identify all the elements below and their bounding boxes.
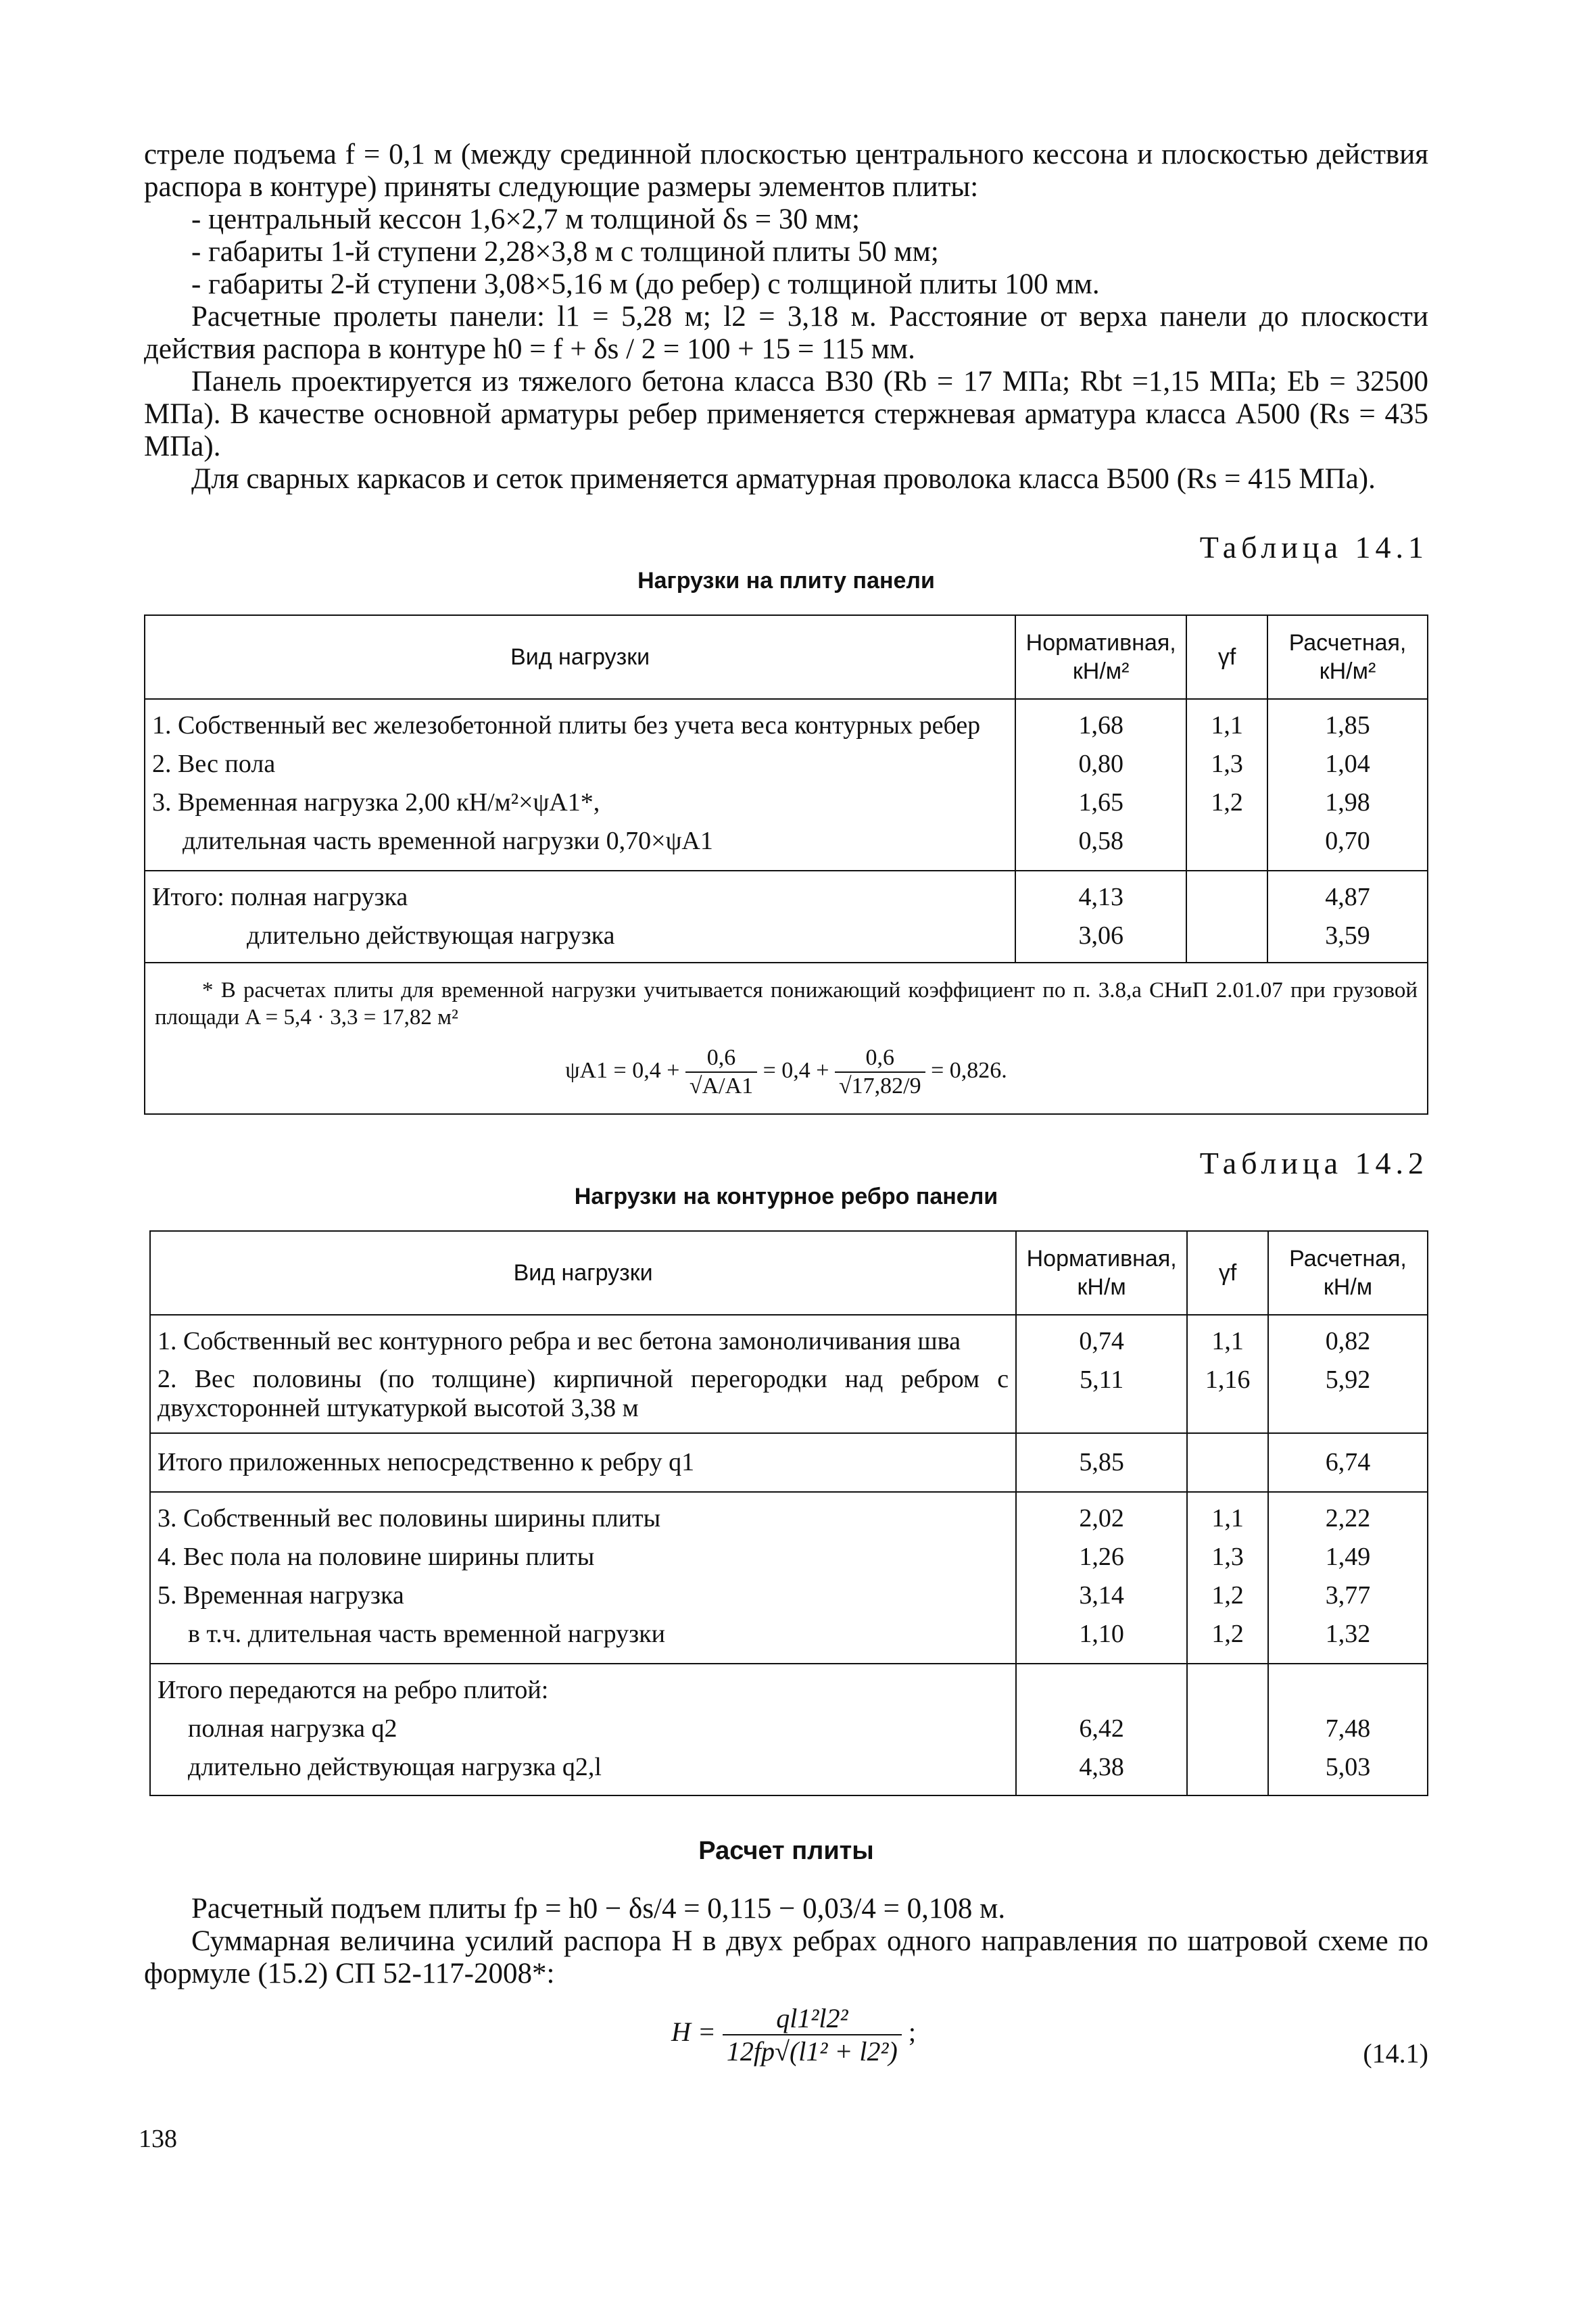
table2-row4-normative: 1,26: [1079, 1543, 1124, 1571]
table2-row6-gamma: 1,2: [1211, 1620, 1244, 1648]
table2-total-long-label: длительно действующая нагрузка q2,l: [188, 1753, 602, 1781]
table2-total-full-normative: 6,42: [1079, 1714, 1124, 1743]
table2-total-long-normative: 4,38: [1079, 1753, 1124, 1781]
table2-row4-gamma: 1,3: [1211, 1543, 1244, 1571]
intro-paragraph-3: Панель проектируется из тяжелого бетона класса В30 (Rb = 17 МПа; Rbt =1,15 МПа; Eb = 32500 МПа). В качестве основной арматуры ребер применяется стержневая арматура класса А500 (Rs = 435 МПа).: [144, 366, 1428, 462]
intro-paragraph-2: Расчетные пролеты панели: l1 = 5,28 м; l2 = 3,18 м. Расстояние от верха панели до плоскости действия распора в контуре h0 = f + δs / 2 = 100 + 15 = 115 мм.: [144, 301, 1428, 365]
table1-row2-gamma: 1,3: [1211, 750, 1243, 778]
equation-lhs: H =: [671, 2017, 716, 2048]
table1-total-group: [145, 871, 1428, 963]
equation-number: (14.1): [1363, 2038, 1428, 2069]
table2-header-row: [150, 1231, 1428, 1315]
table1-header-normative: Нормативная, кН/м²: [1015, 615, 1186, 699]
calc-section-title: Расчет плиты: [698, 1837, 874, 1865]
table1: [144, 614, 1428, 1115]
table2-row5-gamma: 1,2: [1211, 1581, 1244, 1610]
table2-total-long-design: 5,03: [1325, 1753, 1371, 1781]
table1-row1-label: 1. Собственный вес железобетонной плиты без учета веса контурных ребер: [152, 711, 981, 740]
table2-row-group-a: [150, 1315, 1428, 1433]
equation-tail: ;: [908, 2017, 916, 2048]
table2-row4-design: 1,49: [1325, 1543, 1371, 1571]
table1-total-full-normative: 4,13: [1078, 883, 1123, 911]
table1-row1-normative: 1,68: [1078, 711, 1123, 740]
table2-total-heading: Итого передаются на ребро плитой:: [158, 1676, 549, 1704]
table2-row6-label: в т.ч. длительная часть временной нагрузки: [188, 1620, 665, 1648]
table2: [149, 1230, 1428, 1796]
table1-formula: [155, 1044, 1418, 1100]
table2-row3-normative: 2,02: [1079, 1504, 1124, 1533]
calc-paragraph-1: Расчетный подъем плиты fp = h0 − δs/4 = 0,115 − 0,03/4 = 0,108 м.: [191, 1893, 1006, 1925]
table2-row3-design: 2,22: [1325, 1504, 1371, 1533]
table2-row5-label: 5. Временная нагрузка: [158, 1581, 404, 1610]
table2-header-design: Расчетная, кН/м: [1268, 1231, 1428, 1315]
table2-row2-normative: 5,11: [1080, 1366, 1124, 1394]
table1-note-row: [145, 963, 1428, 1114]
intro-dash-1: - центральный кессон 1,6×2,7 м толщиной δs = 30 мм;: [191, 203, 860, 235]
table2-subtotal-normative: 5,85: [1016, 1433, 1187, 1492]
table2-row2-gamma: 1,16: [1205, 1366, 1251, 1394]
table2-row3-label: 3. Собственный вес половины ширины плиты: [158, 1504, 661, 1533]
equation-fraction: [723, 2002, 902, 2067]
table2-header-normative: Нормативная, кН/м: [1016, 1231, 1187, 1315]
table1-row2-normative: 0,80: [1078, 750, 1123, 778]
equation-numerator: ql1²l2²: [723, 2002, 902, 2035]
table2-total-full-design: 7,48: [1325, 1714, 1371, 1743]
formula-fraction-2: [835, 1044, 925, 1100]
table1-row2-design: 1,04: [1325, 750, 1370, 778]
table1-total-long-label: длительно действующая нагрузка: [247, 921, 615, 950]
table1-row3-design: 1,98: [1325, 788, 1370, 817]
table2-row2-label: 2. Вес половины (по толщине) кирпичной перегородки над ребром с двухсторонней штукатуркой высотой 3,38 м: [158, 1365, 1009, 1422]
table1-row4-label: длительная часть временной нагрузки 0,70×ψA1: [183, 827, 713, 855]
table1-header-gamma: γf: [1186, 615, 1267, 699]
table1-total-long-normative: 3,06: [1078, 921, 1123, 950]
table2-subtotal-label: Итого приложенных непосредственно к ребру q1: [150, 1433, 1016, 1492]
table1-note: * В расчетах плиты для временной нагрузки учитывается понижающий коэффициент по п. 3.8,а СНиП 2.01.07 при грузовой площади A = 5,4 · 3,3 = 17,82 м²: [155, 978, 1418, 1030]
table1-total-full-design: 4,87: [1325, 883, 1370, 911]
intro-paragraph-1: стреле подъема f = 0,1 м (между срединной плоскостью центрального кессона и плоскостью действия распора в контуре) приняты следующие размеры элементов плиты:: [144, 139, 1428, 203]
table2-row1-gamma: 1,1: [1211, 1327, 1244, 1355]
table2-header-gamma: γf: [1187, 1231, 1268, 1315]
table1-header-design: Расчетная, кН/м²: [1267, 615, 1428, 699]
table2-row6-design: 1,32: [1325, 1620, 1371, 1648]
table1-row4-design: 0,70: [1325, 827, 1370, 855]
equation-14-1: [144, 2002, 1428, 2104]
table1-row3-gamma: 1,2: [1211, 788, 1243, 817]
intro-paragraph-4: Для сварных каркасов и сеток применяется арматурная проволока класса В500 (Rs = 415 МПа).: [191, 463, 1376, 495]
table1-total-long-design: 3,59: [1325, 921, 1370, 950]
table2-row6-normative: 1,10: [1079, 1620, 1124, 1648]
formula-rhs: = 0,826.: [931, 1057, 1007, 1083]
table2-total-full-label: полная нагрузка q2: [188, 1714, 397, 1743]
equation-denominator: 12fp√(l1² + l2²): [726, 2036, 898, 2067]
formula-mid: = 0,4 +: [763, 1057, 829, 1083]
table1-row4-normative: 0,58: [1078, 827, 1123, 855]
table2-row1-label: 1. Собственный вес контурного ребра и вес бетона замоноличивания шва: [158, 1327, 961, 1355]
formula-fraction-1: [685, 1044, 757, 1100]
table2-row3-gamma: 1,1: [1211, 1504, 1244, 1533]
table1-total-full-label: Итого: полная нагрузка: [152, 883, 408, 911]
formula-num-1: 0,6: [685, 1044, 757, 1073]
table1-row1-design: 1,85: [1325, 711, 1370, 740]
table1-row1-gamma: 1,1: [1211, 711, 1243, 740]
table2-header-type: Вид нагрузки: [150, 1231, 1016, 1315]
intro-dash-2: - габариты 1-й ступени 2,28×3,8 м с толщиной плиты 50 мм;: [191, 236, 939, 268]
table1-number: Таблица 14.1: [1199, 530, 1428, 564]
table1-row-group: [145, 699, 1428, 871]
table1-header-type: Вид нагрузки: [145, 615, 1015, 699]
formula-den-2: √17,82/9: [838, 1073, 921, 1099]
table2-subtotal-design: 6,74: [1268, 1433, 1428, 1492]
table2-number: Таблица 14.2: [1199, 1146, 1428, 1180]
equation-body: [671, 2002, 916, 2067]
table2-row4-label: 4. Вес пола на половине ширины плиты: [158, 1543, 595, 1571]
table2-row2-design: 5,92: [1325, 1366, 1371, 1394]
page-content: [144, 139, 1428, 2104]
table2-row1-normative: 0,74: [1079, 1327, 1124, 1355]
formula-lhs: ψA1 = 0,4 +: [565, 1057, 680, 1083]
intro-dash-3: - габариты 2-й ступени 3,08×5,16 м (до ребер) с толщиной плиты 100 мм.: [191, 268, 1100, 300]
table2-row5-normative: 3,14: [1079, 1581, 1124, 1610]
table2-row-group-b: [150, 1492, 1428, 1664]
table1-header-row: [145, 615, 1428, 699]
formula-num-2: 0,6: [835, 1044, 925, 1073]
page-number: 138: [139, 2125, 177, 2153]
table1-row3-normative: 1,65: [1078, 788, 1123, 817]
table2-total-group: [150, 1664, 1428, 1795]
table1-row2-label: 2. Вес пола: [152, 750, 276, 778]
table2-row1-design: 0,82: [1325, 1327, 1371, 1355]
table2-subtotal-row: [150, 1433, 1428, 1492]
table2-title: Нагрузки на контурное ребро панели: [574, 1184, 998, 1209]
formula-den-1: √A/A1: [689, 1073, 754, 1099]
table1-title: Нагрузки на плиту панели: [637, 568, 935, 594]
table2-row5-design: 3,77: [1325, 1581, 1371, 1610]
table1-row3-label: 3. Временная нагрузка 2,00 кН/м²×ψA1*,: [152, 788, 600, 817]
calc-paragraph-2: Суммарная величина усилий распора H в двух ребрах одного направления по шатровой схеме по формуле (15.2) СП 52-117-2008*:: [144, 1925, 1428, 1989]
